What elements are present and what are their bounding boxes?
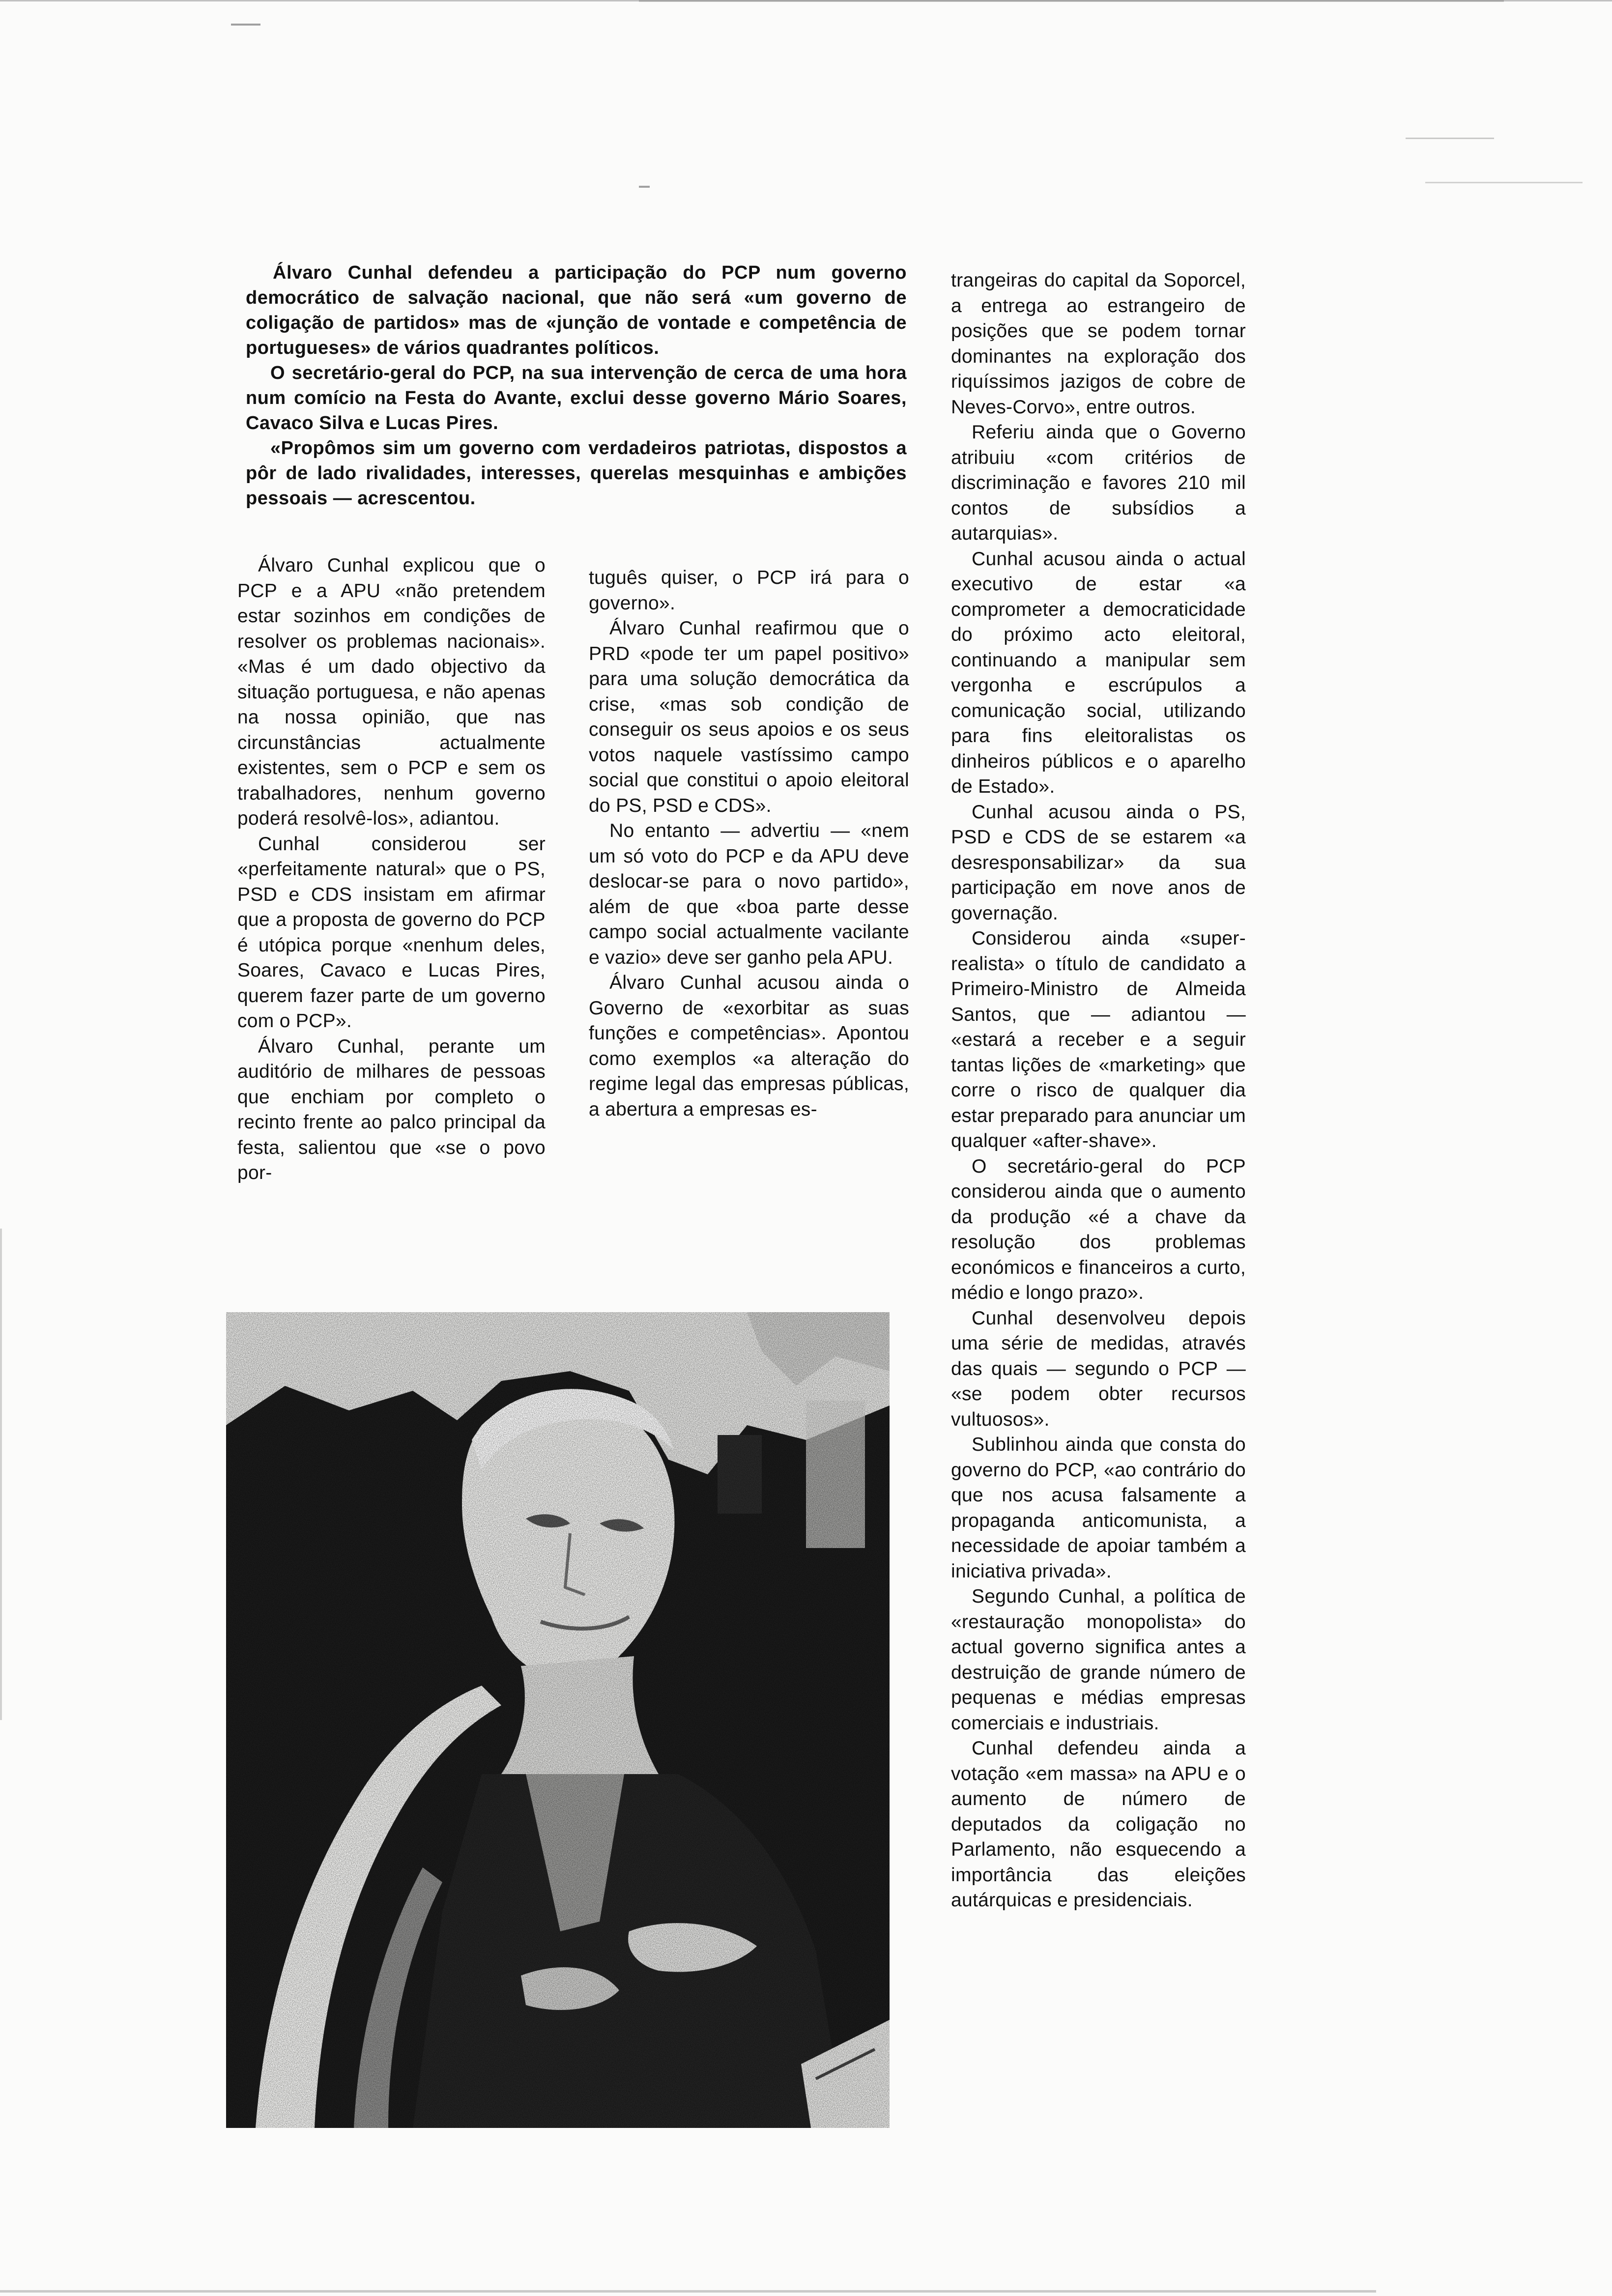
body-paragraph: Álvaro Cunhal, perante um auditório de milhares de pessoas que enchiam por completo o recinto frente ao palco principal da festa, salientou que «se o povo por- xyxy=(237,1035,546,1183)
scan-dash xyxy=(1425,182,1583,183)
body-paragraph: tuguês quiser, o PCP irá para o governo». xyxy=(589,567,909,614)
body-paragraph: Referiu ainda que o Governo atribuiu «com critérios de discriminação e favores 210 mil contos de subsídios a autarquias». xyxy=(951,422,1246,544)
body-paragraph: Álvaro Cunhal reafirmou que o PRD «pode ter um papel positivo» para uma solução democrática da crise, «mas sob condição de conseguir os seus apoios e os seus votos naquele vastíssimo campo social que constitui o apoio eleitoral do PS, PSD e CDS». xyxy=(589,618,909,816)
body-paragraph: Sublinhou ainda que consta do governo do PCP, «ao contrário do que nos acusa falsamente a propaganda anticomunista, a necessidade de apoiar também a iniciativa privada». xyxy=(951,1434,1246,1582)
lead-paragraph: «Propômos sim um governo com verdadeiros patriotas, dispostos a pôr de lado rivalidades, interesses, querelas mesquinhas e ambições pessoais — acrescentou. xyxy=(246,438,907,509)
scan-edge-bottom xyxy=(0,2290,1376,2293)
body-paragraph: trangeiras do capital da Soporcel, a entrega ao estrangeiro de posições que se podem tornar dominantes na exploração dos riquíssimos jazigos de cobre de Neves-Corvo», entre outros. xyxy=(951,270,1246,418)
body-paragraph: Álvaro Cunhal explicou que o PCP e a APU «não pretendem estar sozinhos em condições de resolver os problemas nacionais». «Mas é um dado objectivo da situação portuguesa, e não apenas na nossa opinião, que nas circunstâncias actualmente existentes, sem o PCP e sem os trabalhadores, nenhum governo poderá resolvê-los», adiantou. xyxy=(237,555,546,829)
body-paragraph: Segundo Cunhal, a política de «restauração monopolista» do actual governo significa antes a destruição de grande número de pequenas e médias empresas comerciais e industriais. xyxy=(951,1586,1246,1734)
scan-dash xyxy=(231,24,260,26)
body-paragraph: O secretário-geral do PCP considerou ainda que o aumento da produção «é a chave da resolução dos problemas económicos e financeiros a curto, médio e longo prazo». xyxy=(951,1155,1246,1303)
article-lead xyxy=(246,260,907,511)
news-photo xyxy=(226,1312,890,2128)
photo-image xyxy=(226,1312,890,2128)
body-paragraph: No entanto — advertiu — «nem um só voto do PCP e da APU deve deslocar-se para o novo partido», além de que «boa parte desse campo social actualmente vacilante e vazio» deve ser ganho pela APU. xyxy=(589,820,909,968)
body-paragraph: Álvaro Cunhal acusou ainda o Governo de «exorbitar as suas funções e competências». Apontou como exemplos «a alteração do regime legal das empresas públicas, a abertura a empresas es- xyxy=(589,972,909,1120)
body-paragraph: Cunhal acusou ainda o PS, PSD e CDS de se estarem «a desresponsabilizar» da sua participação em nove anos de governação. xyxy=(951,801,1246,924)
scan-edge-left xyxy=(0,1229,2,1720)
body-paragraph: Cunhal acusou ainda o actual executivo de estar «a comprometer a democraticidade do próximo acto eleitoral, continuando a manipular sem vergonha e escrúpulos a comunicação social, utilizando para fins eleitoralistas os dinheiros públicos e o aparelho de Estado». xyxy=(951,548,1246,797)
article-column-2 xyxy=(589,565,909,1290)
article-column-3 xyxy=(951,268,1246,2175)
body-paragraph: Cunhal defendeu ainda a votação «em massa» na APU e o aumento de número de deputados da coligação no Parlamento, não esquecendo a importância das eleições autárquicas e presidenciais. xyxy=(951,1738,1246,1911)
lead-paragraph: Álvaro Cunhal defendeu a participação do PCP num governo democrático de salvação nacional, que não será «um governo de coligação de partidos» mas de «junção de vontade e competência de portugueses» de vários quadrantes políticos. xyxy=(246,262,907,358)
article-column-1 xyxy=(237,553,546,1290)
scan-dash xyxy=(639,0,1504,2)
body-paragraph: Cunhal desenvolveu depois uma série de medidas, através das quais — segundo o PCP — «se podem obter recursos vultuosos». xyxy=(951,1307,1246,1430)
lead-paragraph: O secretário-geral do PCP, na sua intervenção de cerca de uma hora num comício na Festa do Avante, exclui desse governo Mário Soares, Cavaco Silva e Lucas Pires. xyxy=(246,363,907,433)
body-paragraph: Considerou ainda «super-realista» o título de candidato a Primeiro-Ministro de Almeida Santos, que — adiantou — «estará a receber e a seguir tantas lições de «marketing» que corre o risco de qualquer dia estar preparado para anunciar um qualquer «after-shave». xyxy=(951,928,1246,1151)
body-paragraph: Cunhal considerou ser «perfeitamente natural» que o PS, PSD e CDS insistam em afirmar que a proposta de governo do PCP é utópica porque «nenhum deles, Soares, Cavaco e Lucas Pires, querem fazer parte de um governo com o PCP». xyxy=(237,833,546,1032)
scan-dash xyxy=(639,186,650,188)
scan-dash xyxy=(1406,138,1494,139)
